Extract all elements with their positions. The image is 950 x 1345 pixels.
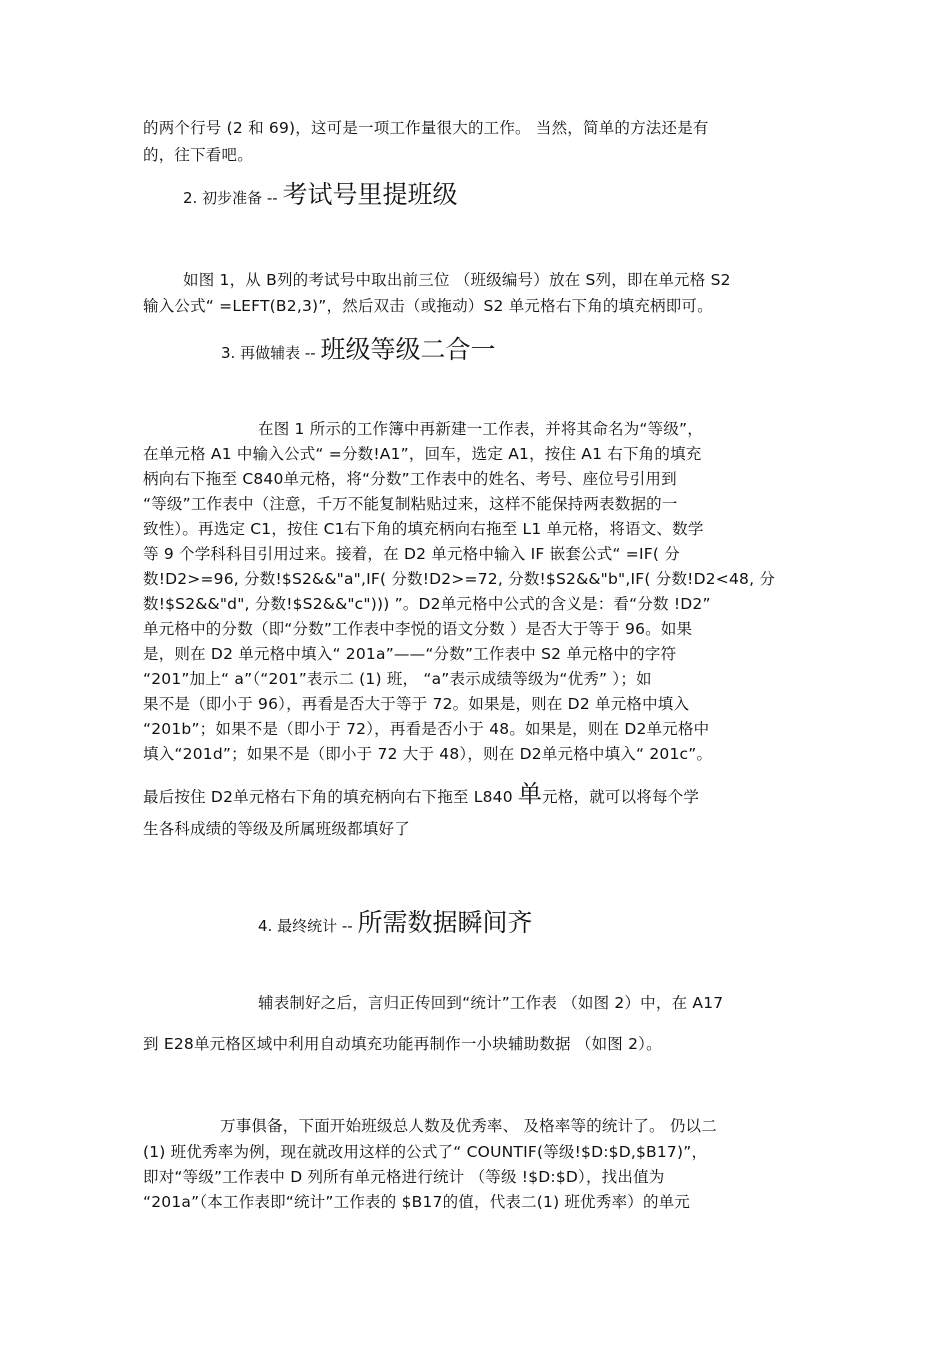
- section-3-line: 填入“201d”；如果不是（即小于 72 大于 48），则在 D2单元格中填入“ 201c”。: [143, 745, 713, 763]
- section-3-line: “等级”工作表中（注意，千万不能复制粘贴过来，这样不能保持两表数据的一: [143, 495, 678, 513]
- section-3-heading: [221, 330, 495, 366]
- section-4-line-1: 辅表制好之后，言归正传回到“统计”工作表 （如图 2）中，在 A17: [258, 994, 724, 1012]
- section-2-line-2: 输入公式“ =LEFT(B2,3)”，然后双击（或拖动）S2 单元格右下角的填充柄即可。: [143, 297, 713, 315]
- section-3-line: 数!$S2&&"d", 分数!$S2&&"c"))) ”。D2单元格中公式的含义是：看“分数 !D2”: [143, 595, 711, 613]
- section-4-heading: [258, 903, 532, 939]
- intro-line-2: 的，往下看吧。: [143, 146, 253, 164]
- section-4-title: 所需数据瞬间齐: [357, 908, 533, 937]
- section-3-line: 果不是（即小于 96），再看是否大于等于 72。如果是，则在 D2 单元格中填入: [143, 695, 690, 713]
- section-4-line-2: 到 E28单元格区域中利用自动填充功能再制作一小块辅助数据 （如图 2）。: [143, 1035, 662, 1053]
- section-3-title: 班级等级二合一: [320, 335, 496, 364]
- section-3-line: 在单元格 A1 中输入公式“ =分数!A1”，回车，选定 A1，按住 A1 右下角的填充: [143, 445, 702, 463]
- section-3-last-part-a: 最后按住 D2单元格右下角的填充柄向右下拖至 L840: [143, 788, 518, 806]
- section-3-line: 柄向右下拖至 C840单元格，将“分数”工作表中的姓名、考号、座位号引用到: [143, 470, 677, 488]
- section-2-number: 2. 初步准备 --: [183, 189, 283, 207]
- section-3-line: “201b”；如果不是（即小于 72），再看是否小于 48。如果是，则在 D2单元格中: [143, 720, 710, 738]
- section-3-line: 数!D2>=96, 分数!$S2&&"a",IF( 分数!D2>=72, 分数!$S2&&"b",IF( 分数!D2<48, 分: [143, 570, 776, 588]
- section-3-last-line: [143, 780, 700, 808]
- section-3-number: 3. 再做辅表 --: [221, 344, 321, 362]
- section-2-line-1: 如图 1，从 B列的考试号中取出前三位 （班级编号）放在 S列，即在单元格 S2: [183, 271, 731, 289]
- section-3-line: 单元格中的分数（即“分数”工作表中李悦的语文分数 ）是否大于等于 96。如果: [143, 620, 693, 638]
- section-4-number: 4. 最终统计 --: [258, 917, 358, 935]
- section-3-last-part-b: 元格，就可以将每个学: [542, 788, 700, 806]
- section-3-line: “201”加上“ a”（“201”表示二 (1) 班， “a”表示成绩等级为“优秀” ）；如: [143, 670, 652, 688]
- section-4-para-line: 即对“等级”工作表中 D 列所有单元格进行统计 （等级 !$D:$D），找出值为: [143, 1168, 665, 1186]
- section-3-line: 在图 1 所示的工作簿中再新建一工作表，并将其命名为“等级”，: [258, 420, 703, 438]
- section-2-title: 考试号里提班级: [282, 180, 458, 209]
- section-3-line: 致性）。再选定 C1，按住 C1右下角的填充柄向右拖至 L1 单元格，将语文、数学: [143, 520, 704, 538]
- section-4-para-line: (1) 班优秀率为例，现在就改用这样的公式了“ COUNTIF(等级!$D:$D,$B17)”，: [143, 1143, 708, 1161]
- section-3-line: 是，则在 D2 单元格中填入“ 201a”——“分数”工作表中 S2 单元格中的字符: [143, 645, 677, 663]
- section-4-para-line: 万事俱备，下面开始班级总人数及优秀率、 及格率等的统计了。 仍以二: [220, 1117, 717, 1135]
- intro-line-1: 的两个行号 (2 和 69)，这可是一项工作量很大的工作。 当然，简单的方法还是有: [143, 119, 709, 137]
- section-2-heading: [183, 175, 457, 211]
- section-3-last-line-2: 生各科成绩的等级及所属班级都填好了: [143, 820, 410, 838]
- section-3-line: 等 9 个学科科目引用过来。接着，在 D2 单元格中输入 IF 嵌套公式“ =IF( 分: [143, 545, 680, 563]
- section-3-last-big-char: 单: [517, 780, 543, 808]
- section-4-para-line: “201a”（本工作表即“统计”工作表的 $B17的值，代表二(1) 班优秀率）的单元: [143, 1193, 691, 1211]
